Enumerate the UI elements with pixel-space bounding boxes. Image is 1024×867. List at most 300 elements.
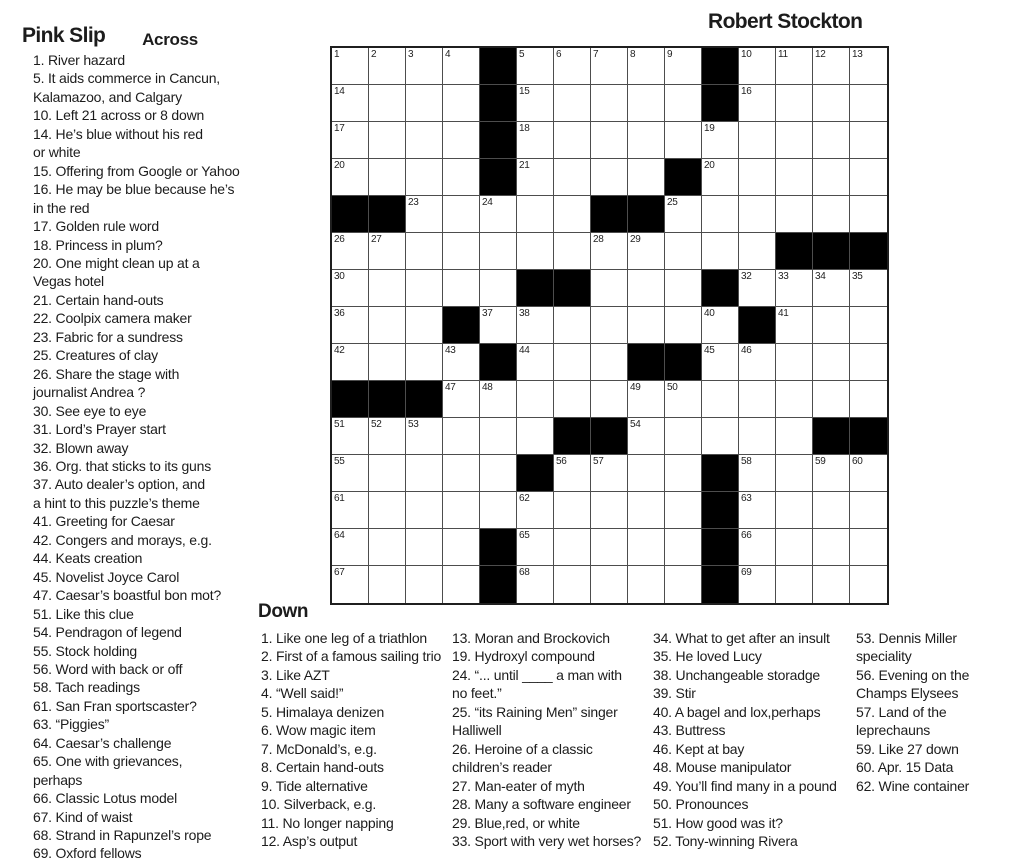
grid-cell[interactable] <box>665 455 702 492</box>
grid-cell[interactable] <box>517 159 554 196</box>
grid-cell[interactable] <box>517 307 554 344</box>
cell-number: 69 <box>741 567 752 578</box>
grid-cell[interactable] <box>850 566 887 603</box>
grid-cell[interactable] <box>739 270 776 307</box>
grid-cell[interactable] <box>739 529 776 566</box>
down-clue <box>261 703 441 721</box>
grid-cell[interactable] <box>739 344 776 381</box>
grid-cell[interactable] <box>850 529 887 566</box>
grid-cell[interactable] <box>369 233 406 270</box>
grid-cell[interactable] <box>591 122 628 159</box>
grid-cell[interactable] <box>369 85 406 122</box>
cell-number: 13 <box>852 49 863 60</box>
clue-line: 55. Stock holding <box>33 642 138 659</box>
grid-cell[interactable] <box>517 418 554 455</box>
clue-line: 19. Hydroxyl compound <box>452 648 595 665</box>
grid-cell[interactable] <box>554 307 591 344</box>
grid-cell[interactable] <box>702 307 739 344</box>
grid-cell[interactable] <box>480 455 517 492</box>
grid-cell[interactable] <box>850 48 887 85</box>
grid-cell[interactable] <box>813 381 850 418</box>
clue-line: 40. A bagel and lox,perhaps <box>653 703 821 720</box>
grid-cell[interactable] <box>369 122 406 159</box>
grid-cell[interactable] <box>702 418 739 455</box>
grid-cell[interactable] <box>813 270 850 307</box>
cell-number: 30 <box>334 271 345 282</box>
grid-cell[interactable] <box>739 85 776 122</box>
grid-cell[interactable] <box>332 159 369 196</box>
cell-number: 2 <box>371 49 377 60</box>
clue-line: 16. He may be blue because he’s <box>33 181 235 198</box>
grid-cell[interactable] <box>406 270 443 307</box>
clue-line: 23. Fabric for a sundress <box>33 328 183 345</box>
grid-cell[interactable] <box>776 381 813 418</box>
grid-cell[interactable] <box>443 270 480 307</box>
grid-cell[interactable] <box>665 48 702 85</box>
grid-cell[interactable] <box>776 492 813 529</box>
grid-cell-black <box>480 48 517 85</box>
grid-cell[interactable] <box>332 492 369 529</box>
grid-cell[interactable] <box>850 85 887 122</box>
grid-cell[interactable] <box>406 529 443 566</box>
grid-cell[interactable] <box>850 270 887 307</box>
cell-number: 64 <box>334 530 345 541</box>
across-clue <box>33 69 240 106</box>
grid-cell[interactable] <box>628 307 665 344</box>
grid-cell-black <box>813 418 850 455</box>
cell-number: 68 <box>519 567 530 578</box>
grid-cell[interactable] <box>332 270 369 307</box>
grid-cell[interactable] <box>591 344 628 381</box>
clue-line: 2. First of a famous sailing trio <box>261 648 442 665</box>
grid-cell[interactable] <box>332 529 369 566</box>
grid-cell[interactable] <box>813 48 850 85</box>
grid-cell[interactable] <box>332 307 369 344</box>
grid-cell-black <box>517 270 554 307</box>
clue-line: 61. San Fran sportscaster? <box>33 697 197 714</box>
grid-cell[interactable] <box>406 566 443 603</box>
down-clue <box>653 721 837 739</box>
grid-cell[interactable] <box>628 418 665 455</box>
grid-cell[interactable] <box>332 233 369 270</box>
grid-cell[interactable] <box>591 307 628 344</box>
clue-line: speciality <box>856 648 912 665</box>
grid-cell[interactable] <box>443 48 480 85</box>
cell-number: 33 <box>778 271 789 282</box>
grid-cell[interactable] <box>665 85 702 122</box>
across-clue <box>33 531 240 549</box>
grid-cell[interactable] <box>517 196 554 233</box>
grid-cell[interactable] <box>369 307 406 344</box>
grid-cell[interactable] <box>591 85 628 122</box>
down-clue <box>653 795 837 813</box>
grid-cell[interactable] <box>332 344 369 381</box>
grid-cell[interactable] <box>443 381 480 418</box>
grid-cell[interactable] <box>665 492 702 529</box>
grid-cell[interactable] <box>813 85 850 122</box>
grid-cell[interactable] <box>332 48 369 85</box>
clue-line: 39. Stir <box>653 685 696 702</box>
grid-cell[interactable] <box>591 233 628 270</box>
grid-cell[interactable] <box>406 307 443 344</box>
grid-cell-black <box>702 529 739 566</box>
grid-cell[interactable] <box>591 492 628 529</box>
cell-number: 48 <box>482 382 493 393</box>
grid-cell[interactable] <box>776 455 813 492</box>
clue-line: children’s reader <box>452 759 552 776</box>
down-clue <box>856 703 969 740</box>
clue-line: 64. Caesar’s challenge <box>33 734 172 751</box>
down-clue <box>856 758 969 776</box>
grid-cell[interactable] <box>369 418 406 455</box>
grid-cell[interactable] <box>406 85 443 122</box>
cell-number: 11 <box>778 49 788 60</box>
grid-cell[interactable] <box>776 344 813 381</box>
across-clue <box>33 236 240 254</box>
clue-line: 58. Tach readings <box>33 679 140 696</box>
grid-cell[interactable] <box>628 529 665 566</box>
grid-cell[interactable] <box>702 159 739 196</box>
across-clue <box>33 734 240 752</box>
grid-cell[interactable] <box>591 566 628 603</box>
grid-cell[interactable] <box>813 344 850 381</box>
grid-cell[interactable] <box>554 344 591 381</box>
down-clue <box>261 795 441 813</box>
grid-cell[interactable] <box>665 196 702 233</box>
grid-cell-black <box>591 196 628 233</box>
grid-cell[interactable] <box>369 566 406 603</box>
across-clue-list <box>33 51 240 863</box>
grid-cell[interactable] <box>591 455 628 492</box>
cell-number: 28 <box>593 234 604 245</box>
grid-cell-black <box>480 529 517 566</box>
grid-cell[interactable] <box>628 122 665 159</box>
across-clue <box>33 623 240 641</box>
grid-cell[interactable] <box>591 381 628 418</box>
grid-cell[interactable] <box>554 455 591 492</box>
down-clue <box>653 629 837 647</box>
clue-line: 25. Creatures of clay <box>33 347 158 364</box>
grid-cell-black <box>443 307 480 344</box>
grid-cell[interactable] <box>554 196 591 233</box>
grid-cell[interactable] <box>369 492 406 529</box>
grid-cell-black <box>665 159 702 196</box>
grid-cell[interactable] <box>628 566 665 603</box>
grid-cell[interactable] <box>628 455 665 492</box>
grid-cell[interactable] <box>369 159 406 196</box>
clue-line: 17. Golden rule word <box>33 218 159 235</box>
cell-number: 3 <box>408 49 414 60</box>
grid-cell[interactable] <box>739 122 776 159</box>
grid-cell[interactable] <box>554 48 591 85</box>
grid-cell[interactable] <box>443 233 480 270</box>
grid-cell[interactable] <box>480 307 517 344</box>
down-clue-column-4 <box>856 629 969 795</box>
grid-cell[interactable] <box>776 159 813 196</box>
grid-cell[interactable] <box>665 529 702 566</box>
clue-line: 9. Tide alternative <box>261 777 368 794</box>
grid-cell[interactable] <box>813 566 850 603</box>
grid-cell[interactable] <box>776 48 813 85</box>
grid-cell[interactable] <box>517 48 554 85</box>
down-clue <box>452 740 641 777</box>
grid-cell[interactable] <box>591 529 628 566</box>
grid-cell[interactable] <box>776 270 813 307</box>
grid-cell[interactable] <box>443 159 480 196</box>
grid-cell[interactable] <box>739 48 776 85</box>
grid-cell[interactable] <box>332 455 369 492</box>
grid-cell[interactable] <box>739 455 776 492</box>
grid-cell[interactable] <box>591 159 628 196</box>
across-clue <box>33 365 240 402</box>
grid-cell[interactable] <box>813 159 850 196</box>
grid-cell[interactable] <box>739 196 776 233</box>
across-clue <box>33 549 240 567</box>
cell-number: 63 <box>741 493 752 504</box>
grid-cell[interactable] <box>406 344 443 381</box>
grid-cell[interactable] <box>480 233 517 270</box>
grid-cell[interactable] <box>480 418 517 455</box>
across-clue <box>33 328 240 346</box>
grid-cell[interactable] <box>702 381 739 418</box>
grid-cell[interactable] <box>332 566 369 603</box>
grid-cell[interactable] <box>406 159 443 196</box>
grid-cell[interactable] <box>554 233 591 270</box>
across-clue <box>33 826 240 844</box>
grid-cell[interactable] <box>702 344 739 381</box>
cell-number: 6 <box>556 49 562 60</box>
grid-cell-black <box>369 381 406 418</box>
down-clue <box>653 832 837 850</box>
grid-cell[interactable] <box>776 85 813 122</box>
clue-line: 22. Coolpix camera maker <box>33 310 192 327</box>
grid-cell[interactable] <box>850 122 887 159</box>
clue-line: 1. Like one leg of a triathlon <box>261 630 428 646</box>
grid-cell[interactable] <box>813 455 850 492</box>
grid-cell[interactable] <box>850 196 887 233</box>
clue-line: 56. Evening on the <box>856 666 970 683</box>
grid-cell[interactable] <box>850 492 887 529</box>
clue-line: 62. Wine container <box>856 777 970 794</box>
across-clue <box>33 254 240 291</box>
clue-line: 36. Org. that sticks to its guns <box>33 457 212 474</box>
across-clue <box>33 586 240 604</box>
clue-line: 3. Like AZT <box>261 666 330 683</box>
grid-cell[interactable] <box>369 48 406 85</box>
grid-cell[interactable] <box>517 122 554 159</box>
across-clue <box>33 512 240 530</box>
clue-line: 20. One might clean up at a <box>33 254 200 271</box>
clue-line: 54. Pendragon of legend <box>33 624 182 641</box>
grid-cell[interactable] <box>628 48 665 85</box>
grid-cell[interactable] <box>554 566 591 603</box>
clue-line: 53. Dennis Miller <box>856 630 957 646</box>
grid-cell[interactable] <box>665 233 702 270</box>
clue-line: 46. Kept at bay <box>653 740 745 757</box>
grid-cell[interactable] <box>443 529 480 566</box>
grid-cell[interactable] <box>369 344 406 381</box>
grid-cell-black <box>554 270 591 307</box>
grid-cell[interactable] <box>554 122 591 159</box>
cell-number: 38 <box>519 308 530 319</box>
clue-line: 5. Himalaya denizen <box>261 703 385 720</box>
grid-cell[interactable] <box>480 270 517 307</box>
clue-line: 4. “Well said!” <box>261 685 344 702</box>
grid-cell[interactable] <box>813 492 850 529</box>
grid-cell[interactable] <box>369 529 406 566</box>
down-clue-column-3 <box>653 629 837 850</box>
grid-cell-black <box>591 418 628 455</box>
grid-cell[interactable] <box>776 566 813 603</box>
grid-cell[interactable] <box>480 492 517 529</box>
grid-cell[interactable] <box>739 492 776 529</box>
grid-cell[interactable] <box>332 418 369 455</box>
grid-cell[interactable] <box>443 418 480 455</box>
grid-cell[interactable] <box>813 529 850 566</box>
grid-cell[interactable] <box>443 344 480 381</box>
down-clue <box>653 703 837 721</box>
down-clue <box>653 814 837 832</box>
grid-cell[interactable] <box>517 381 554 418</box>
grid-cell-black <box>406 381 443 418</box>
grid-cell[interactable] <box>739 418 776 455</box>
down-clue <box>452 666 641 703</box>
grid-cell[interactable] <box>665 418 702 455</box>
grid-cell[interactable] <box>443 85 480 122</box>
grid-cell[interactable] <box>702 196 739 233</box>
grid-cell[interactable] <box>332 85 369 122</box>
grid-cell[interactable] <box>739 233 776 270</box>
grid-cell[interactable] <box>591 48 628 85</box>
grid-cell[interactable] <box>517 529 554 566</box>
grid-cell[interactable] <box>480 381 517 418</box>
grid-cell[interactable] <box>517 233 554 270</box>
clue-line: 26. Heroine of a classic <box>452 740 593 757</box>
grid-cell[interactable] <box>776 122 813 159</box>
grid-cell[interactable] <box>406 418 443 455</box>
clue-line: Vegas hotel <box>33 273 104 290</box>
grid-cell[interactable] <box>517 85 554 122</box>
grid-cell[interactable] <box>665 122 702 159</box>
grid-cell[interactable] <box>850 344 887 381</box>
grid-cell[interactable] <box>332 122 369 159</box>
clue-line: 7. McDonald’s, e.g. <box>261 740 377 757</box>
grid-cell[interactable] <box>776 196 813 233</box>
grid-cell-black <box>480 566 517 603</box>
grid-cell[interactable] <box>443 492 480 529</box>
grid-cell[interactable] <box>702 122 739 159</box>
grid-cell[interactable] <box>776 529 813 566</box>
grid-cell[interactable] <box>480 196 517 233</box>
grid-cell[interactable] <box>406 48 443 85</box>
clue-line: 13. Moran and Brockovich <box>452 630 610 646</box>
grid-cell[interactable] <box>517 566 554 603</box>
grid-cell[interactable] <box>406 492 443 529</box>
grid-cell[interactable] <box>591 270 628 307</box>
grid-cell-black <box>776 233 813 270</box>
cell-number: 35 <box>852 271 863 282</box>
down-clue <box>452 832 641 850</box>
grid-cell[interactable] <box>369 455 406 492</box>
down-clue <box>856 666 969 703</box>
grid-cell[interactable] <box>739 566 776 603</box>
grid-cell[interactable] <box>850 307 887 344</box>
grid-cell[interactable] <box>628 381 665 418</box>
grid-cell[interactable] <box>406 196 443 233</box>
grid-cell[interactable] <box>813 196 850 233</box>
grid-cell[interactable] <box>554 381 591 418</box>
grid-cell[interactable] <box>850 159 887 196</box>
grid-cell[interactable] <box>739 159 776 196</box>
grid-cell[interactable] <box>554 85 591 122</box>
grid-cell[interactable] <box>776 418 813 455</box>
down-clue <box>653 684 837 702</box>
clue-line: 49. You’ll find many in a pound <box>653 777 837 794</box>
clue-line: 51. How good was it? <box>653 814 783 831</box>
grid-cell-black <box>332 381 369 418</box>
grid-cell[interactable] <box>628 492 665 529</box>
grid-cell-black <box>554 418 591 455</box>
clue-line: 26. Share the stage with <box>33 365 180 382</box>
across-clue <box>33 180 240 217</box>
down-clue <box>452 629 641 647</box>
grid-cell[interactable] <box>406 233 443 270</box>
down-clue <box>261 684 441 702</box>
grid-cell[interactable] <box>554 529 591 566</box>
grid-cell[interactable] <box>813 122 850 159</box>
grid-cell[interactable] <box>443 196 480 233</box>
grid-cell[interactable] <box>628 159 665 196</box>
grid-cell[interactable] <box>628 85 665 122</box>
grid-cell[interactable] <box>776 307 813 344</box>
crossword-grid <box>330 46 889 605</box>
cell-number: 41 <box>778 308 789 319</box>
grid-cell[interactable] <box>517 344 554 381</box>
clue-line: 25. “its Raining Men” singer <box>452 703 618 720</box>
down-clue <box>261 758 441 776</box>
grid-cell[interactable] <box>628 270 665 307</box>
grid-cell[interactable] <box>813 307 850 344</box>
across-clue <box>33 402 240 420</box>
grid-cell[interactable] <box>443 122 480 159</box>
grid-cell[interactable] <box>665 270 702 307</box>
grid-cell[interactable] <box>554 492 591 529</box>
clue-line: 10. Silverback, e.g. <box>261 796 377 813</box>
down-clue <box>261 666 441 684</box>
grid-cell[interactable] <box>665 381 702 418</box>
grid-cell[interactable] <box>369 270 406 307</box>
grid-cell[interactable] <box>517 492 554 529</box>
grid-cell[interactable] <box>665 307 702 344</box>
grid-cell[interactable] <box>850 381 887 418</box>
cell-number: 1 <box>334 49 340 60</box>
down-clue <box>261 721 441 739</box>
grid-cell[interactable] <box>702 233 739 270</box>
grid-cell[interactable] <box>739 381 776 418</box>
grid-cell[interactable] <box>443 455 480 492</box>
across-clue <box>33 475 240 512</box>
grid-cell[interactable] <box>554 159 591 196</box>
clue-line: 69. Oxford fellows <box>33 845 142 862</box>
clue-line: 29. Blue,red, or white <box>452 814 580 831</box>
grid-cell[interactable] <box>406 122 443 159</box>
down-clue <box>653 666 837 684</box>
grid-cell[interactable] <box>406 455 443 492</box>
grid-cell[interactable] <box>665 566 702 603</box>
grid-cell[interactable] <box>850 455 887 492</box>
grid-cell[interactable] <box>443 566 480 603</box>
grid-cell[interactable] <box>628 233 665 270</box>
